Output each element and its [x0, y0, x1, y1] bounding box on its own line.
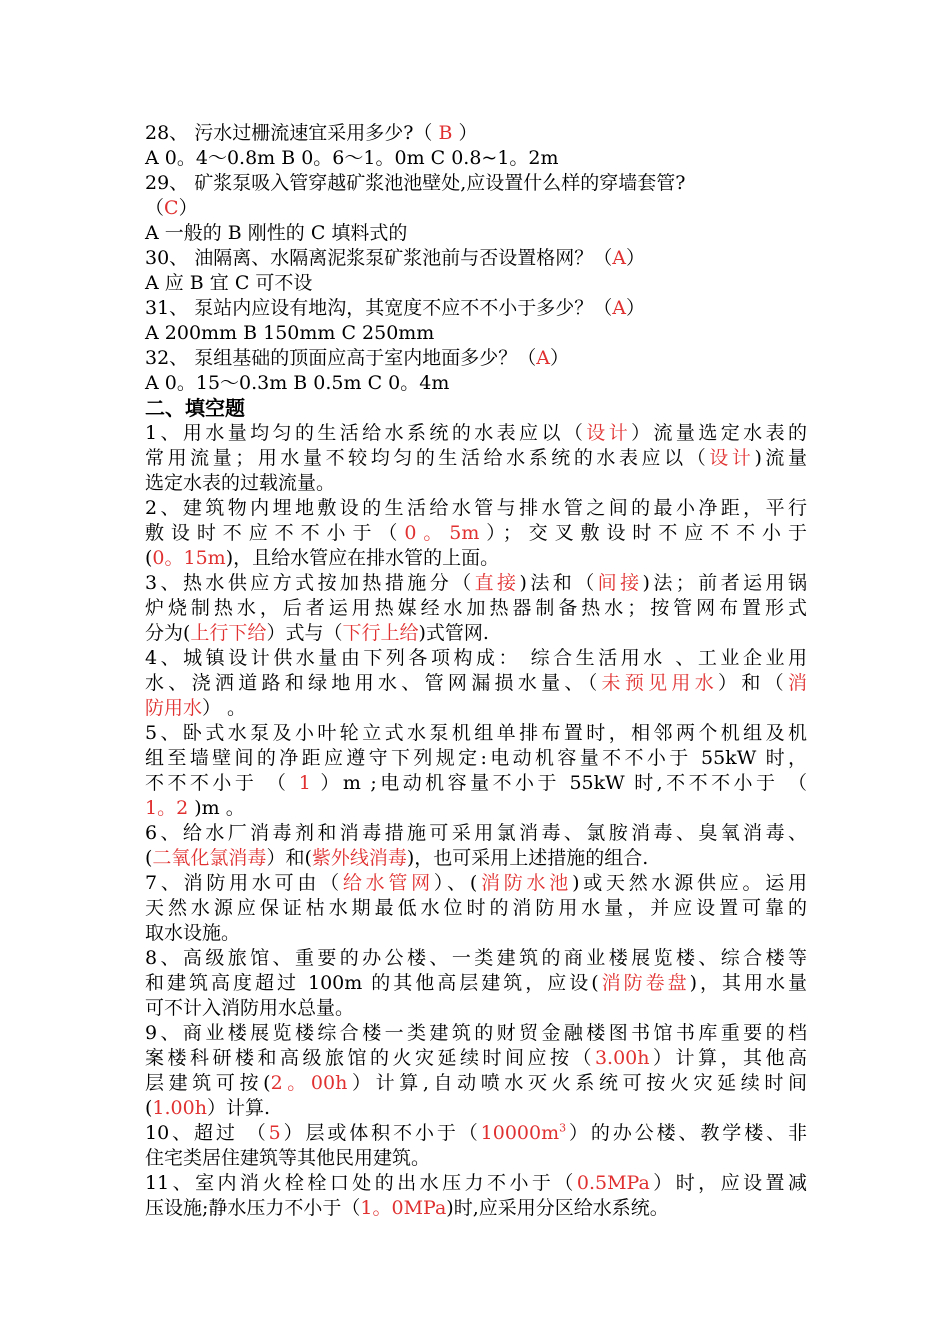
- fill-11-line-1: 11、室内消火栓栓口处的出水压力不小于（0.5MPa）时，应设置减: [145, 1172, 807, 1194]
- fill-5-line-1: 5、卧式水泵及小叶轮立式水泵机组单排布置时，相邻两个机组及机: [145, 722, 807, 744]
- fill-9-line-3: 层建筑可按(2。00h）计算,自动喷水灭火系统可按火灾延续时间: [145, 1072, 807, 1094]
- answer: 1。0MPa: [360, 1197, 447, 1219]
- question-32: 32、 泵组基础的顶面应高于室内地面多少？（A）: [145, 347, 569, 369]
- fill-1-line-1: 1、用水量均匀的生活给水系统的水表应以（设计）流量选定水表的: [145, 422, 807, 444]
- answer: 设计: [709, 447, 755, 469]
- answer: 上行下给: [190, 622, 267, 644]
- answer: 2。00h: [270, 1072, 348, 1094]
- answer: B: [432, 122, 459, 144]
- answer: 0。15m: [152, 547, 226, 569]
- answer: 间接: [597, 572, 643, 594]
- section-title: 二、填空题: [145, 396, 245, 420]
- fill-7-line-2: 天然水源应保证枯水期最低水位时的消防用水量，并应设置可靠的: [145, 897, 807, 919]
- answer: 5: [268, 1122, 281, 1144]
- fill-4-line-1: 4、城镇设计供水量由下列各项构成： 综合生活用水 、工业企业用: [145, 647, 807, 669]
- fill-2-line-1: 2、建筑物内埋地敷设的生活给水管与排水管之间的最小净距，平行: [145, 497, 807, 519]
- fill-1-line-3: 选定水表的过载流量。: [145, 472, 336, 494]
- fill-5-line-3: 不不不小于 （ 1 ）m ;电动机容量不小于 55kW 时,不不不小于 （: [145, 772, 807, 794]
- fill-3-line-1: 3、热水供应方式按加热措施分（直接)法和（间接)法；前者运用锅: [145, 572, 807, 594]
- fill-3-line-3: 分为(上行下给）式与（下行上给)式管网.: [145, 622, 489, 644]
- question-28: 28、 污水过栅流速宜采用多少?（ B ）: [145, 122, 478, 144]
- answer: 未预见用水: [601, 672, 719, 694]
- answer: 二氧化氯消毒: [152, 847, 267, 869]
- fill-11-line-2: 压设施;静水压力不小于（1。0MPa)时,应采用分区给水系统。: [145, 1197, 669, 1219]
- fill-9-line-1: 9、商业楼展览楼综合楼一类建筑的财贸金融楼图书馆书库重要的档: [145, 1022, 807, 1044]
- answer: 3.00h: [594, 1047, 650, 1069]
- fill-9-line-4: (1.00h）计算.: [145, 1097, 271, 1119]
- fill-8-line-3: 可不计入消防用水总量。: [145, 997, 355, 1019]
- answer: 防用水: [145, 697, 203, 719]
- fill-7-line-3: 取水设施。: [145, 922, 241, 944]
- answer: 1。2: [145, 797, 189, 819]
- question-31: 31、 泵站内应设有地沟，其宽度不应不不小于多少？（A）: [145, 297, 645, 319]
- fill-8-line-2: 和建筑高度超过 100m 的其他高层建筑，应设(消防卷盘)，其用水量: [145, 972, 807, 994]
- document-page: [145, 121, 807, 1221]
- question-29-answer-line: （C）: [145, 197, 198, 219]
- answer: 消: [787, 672, 807, 694]
- fill-10-line-1: 10、超过 （5）层或体积不小于$(10000m^3)$的办公楼、教学楼、非: [145, 1121, 807, 1144]
- answer: 1.00h: [152, 1097, 207, 1119]
- question-32-options: A 0。15～0.3m B 0.5m C 0。4m: [145, 372, 450, 394]
- question-30: 30、 油隔离、水隔离泥浆泵矿浆池前与否设置格网？（A）: [145, 247, 645, 269]
- fill-4-line-3: 防用水） 。: [145, 697, 247, 719]
- fill-4-line-2: 水、浇洒道路和绿地用水、管网漏损水量、（未预见用水）和（消: [145, 672, 807, 694]
- question-29-options: A 一般的 B 刚性的 C 填料式的: [145, 222, 408, 244]
- answer: 紫外线消毒: [311, 847, 407, 869]
- fill-10-line-2: 住宅类居住建筑等其他民用建筑。: [145, 1147, 431, 1169]
- answer: 给水管网: [342, 872, 434, 894]
- question-29: 29、 矿浆泵吸入管穿越矿浆池池壁处,应设置什么样的穿墙套管?: [145, 172, 686, 194]
- answer: $10000m^3$: [480, 1121, 567, 1144]
- fill-9-line-2: 案楼科研楼和高级旅馆的火灾延续时间应按（3.00h）计算，其他高: [145, 1047, 807, 1069]
- fill-2-line-3: (0。15m)，且给水管应在排水管的上面。: [145, 547, 500, 569]
- answer: A: [536, 347, 550, 369]
- answer: A: [612, 247, 626, 269]
- fill-5-line-4: 1。2 )m 。: [145, 797, 245, 819]
- fill-1-line-2: 常用流量；用水量不较均匀的生活给水系统的水表应以（设计)流量: [145, 447, 807, 469]
- answer: A: [612, 297, 626, 319]
- fill-8-line-1: 8、高级旅馆、重要的办公楼、一类建筑的商业楼展览楼、综合楼等: [145, 947, 807, 969]
- answer: 0。5m: [404, 522, 480, 544]
- fill-2-line-2: 敷设时不应不不小于（0。5m）；交叉敷设时不应不不小于: [145, 522, 807, 544]
- answer: 直接: [474, 572, 520, 594]
- question-30-options: A 应 B 宜 C 可不设: [145, 272, 313, 294]
- fill-6-line-2: (二氧化氯消毒）和(紫外线消毒)，也可采用上述措施的组合.: [145, 847, 649, 869]
- question-31-options: A 200mm B 150mm C 250mm: [145, 322, 435, 344]
- answer: 设计: [586, 422, 632, 444]
- fill-6-line-1: 6、给水厂消毒剂和消毒措施可采用氯消毒、氯胺消毒、臭氧消毒、: [145, 822, 807, 844]
- answer: 消防水池: [477, 872, 573, 894]
- answer: 下行上给: [342, 622, 419, 644]
- fill-5-line-2: 组至墙壁间的净距应遵守下列规定:电动机容量不不小于 55kW 时，: [145, 747, 807, 769]
- question-28-options: A 0。4～0.8m B 0。6～1。0m C 0.8~1。2m: [145, 147, 559, 169]
- answer: 1: [298, 772, 311, 794]
- answer: 0.5MPa: [576, 1172, 650, 1194]
- fill-3-line-2: 炉烧制热水，后者运用热媒经水加热器制备热水；按管网布置形式: [145, 597, 807, 619]
- fill-7-line-1: 7、消防用水可由（给水管网）、(消防水池)或天然水源供应。运用: [145, 872, 807, 894]
- answer: 消防卷盘: [598, 972, 690, 994]
- answer: C: [164, 197, 179, 219]
